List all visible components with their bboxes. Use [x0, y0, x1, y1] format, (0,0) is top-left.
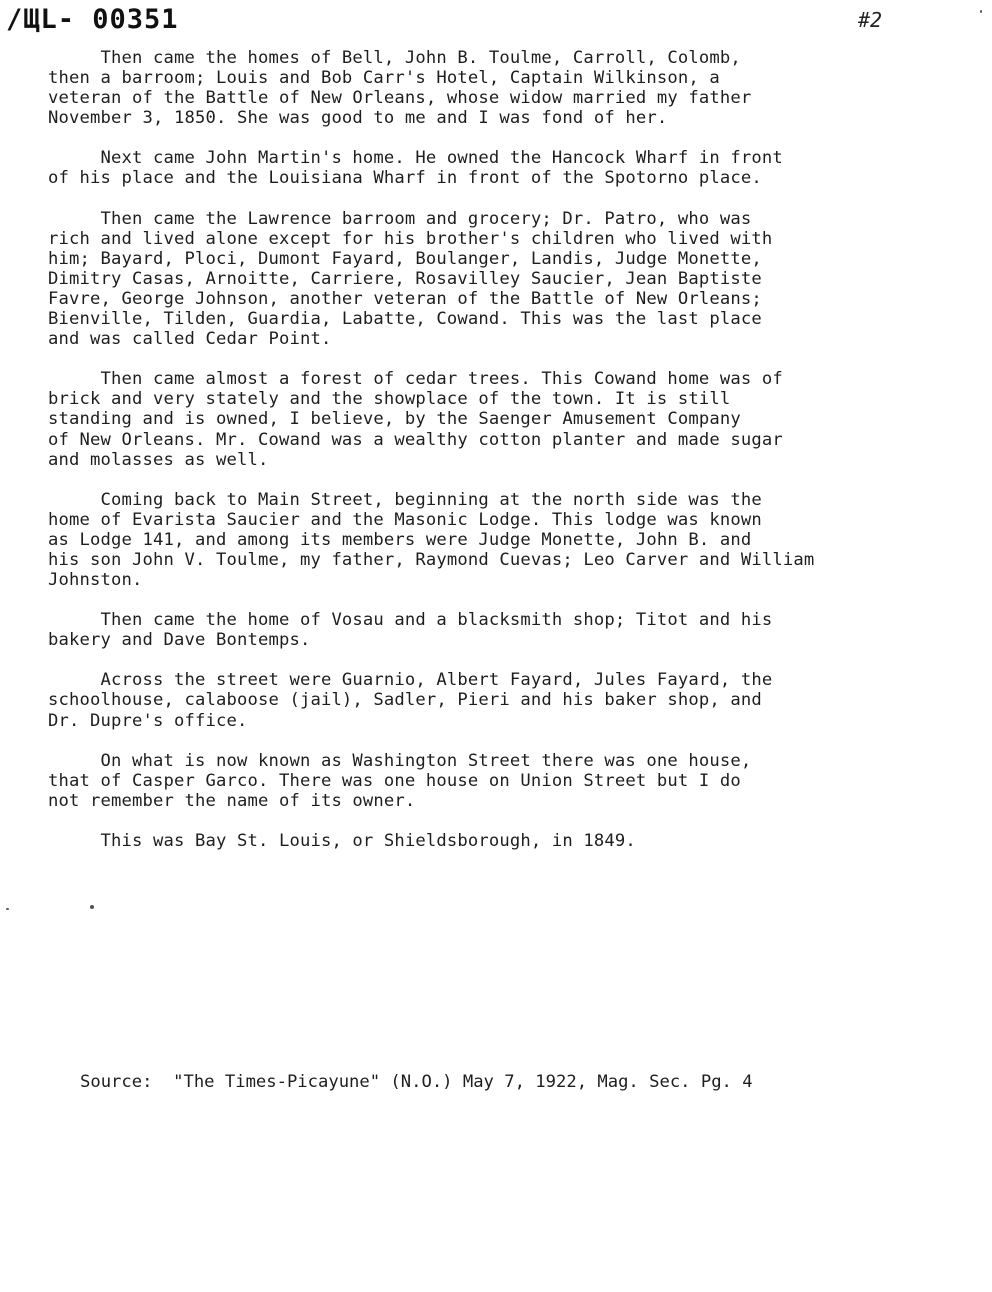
- text-line: Next came John Martin's home. He owned the Hancock Wharf in front: [48, 148, 783, 169]
- scan-speck: [90, 905, 94, 909]
- text-line: not remember the name of its owner.: [48, 790, 416, 811]
- page-number: #2: [858, 8, 883, 32]
- text-line: and molasses as well.: [48, 449, 269, 470]
- text-line: Then came the Lawrence barroom and grocery; Dr. Patro, who was: [48, 208, 752, 229]
- paragraph: [48, 670, 958, 730]
- scan-speck: [6, 908, 9, 910]
- text-line: veteran of the Battle of New Orleans, whose widow married my father: [48, 88, 752, 109]
- paragraph: [48, 148, 958, 188]
- text-line: Then came the home of Vosau and a blacksmith shop; Titot and his: [48, 610, 773, 631]
- text-line: him; Bayard, Ploci, Dumont Fayard, Boulanger, Landis, Judge Monette,: [48, 248, 762, 269]
- document-body: [48, 48, 958, 871]
- paragraph: [48, 369, 958, 469]
- text-line: that of Casper Garco. There was one house on Union Street but I do: [48, 770, 741, 791]
- text-line: Dr. Dupre's office.: [48, 710, 248, 731]
- text-line: Across the street were Guarnio, Albert Fayard, Jules Fayard, the: [48, 670, 773, 691]
- paragraph: [48, 610, 958, 650]
- text-line: then a barroom; Louis and Bob Carr's Hotel, Captain Wilkinson, a: [48, 68, 720, 89]
- text-line: rich and lived alone except for his brother's children who lived with: [48, 228, 773, 249]
- text-line: This was Bay St. Louis, or Shieldsborough, in 1849.: [48, 830, 636, 851]
- scan-speck: [980, 10, 982, 13]
- paragraph: [48, 831, 958, 851]
- source-citation: Source: "The Times-Picayune" (N.O.) May 7, 1922, Mag. Sec. Pg. 4: [80, 1072, 753, 1092]
- text-line: On what is now known as Washington Street there was one house,: [48, 750, 752, 771]
- text-line: November 3, 1850. She was good to me and I was fond of her.: [48, 108, 668, 129]
- text-line: Bienville, Tilden, Guardia, Labatte, Cowand. This was the last place: [48, 309, 762, 330]
- text-line: as Lodge 141, and among its members were Judge Monette, John B. and: [48, 529, 752, 550]
- text-line: his son John V. Toulme, my father, Raymond Cuevas; Leo Carver and William: [48, 549, 815, 570]
- text-line: of New Orleans. Mr. Cowand was a wealthy cotton planter and made sugar: [48, 429, 783, 450]
- paragraph: [48, 751, 958, 811]
- text-line: Coming back to Main Street, beginning at the north side was the: [48, 489, 762, 510]
- text-line: and was called Cedar Point.: [48, 329, 332, 350]
- text-line: standing and is owned, I believe, by the Saenger Amusement Company: [48, 409, 741, 430]
- text-line: brick and very stately and the showplace of the town. It is still: [48, 389, 731, 410]
- text-line: bakery and Dave Bontemps.: [48, 630, 311, 651]
- text-line: Then came almost a forest of cedar trees. This Cowand home was of: [48, 369, 783, 390]
- paragraph: [48, 490, 958, 590]
- text-line: of his place and the Louisiana Wharf in front of the Spotorno place.: [48, 168, 762, 189]
- text-line: Favre, George Johnson, another veteran of the Battle of New Orleans;: [48, 288, 762, 309]
- text-line: Dimitry Casas, Arnoitte, Carriere, Rosavilley Saucier, Jean Baptiste: [48, 268, 762, 289]
- text-line: Then came the homes of Bell, John B. Toulme, Carroll, Colomb,: [48, 48, 741, 68]
- text-line: schoolhouse, calaboose (jail), Sadler, Pieri and his baker shop, and: [48, 690, 762, 711]
- paragraph: [48, 48, 958, 128]
- document-id: /ЩL- 00351: [6, 4, 179, 35]
- text-line: Johnston.: [48, 570, 143, 591]
- paragraph: [48, 209, 958, 350]
- text-line: home of Evarista Saucier and the Masonic Lodge. This lodge was known: [48, 509, 762, 530]
